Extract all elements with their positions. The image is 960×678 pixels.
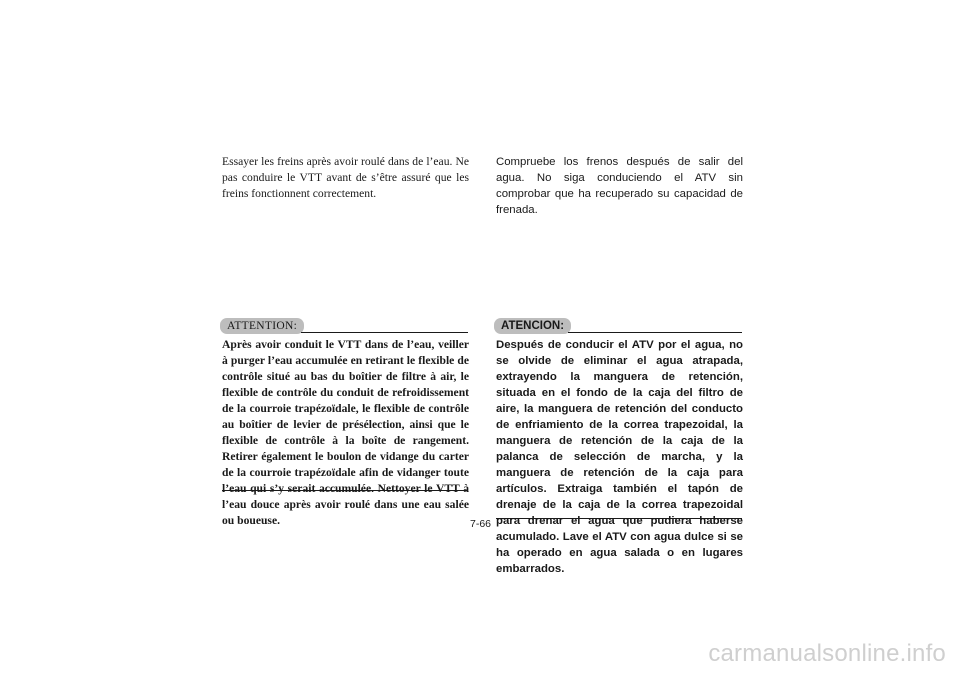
spanish-attention-label: ATENCION: — [494, 318, 571, 334]
spanish-intro-paragraph: Compruebe los frenos después de salir del agua. No siga conduciendo el ATV sin comprobar que ha recuperado su capacidad de frenada. — [496, 156, 743, 216]
spanish-attention-top-rule — [568, 332, 742, 333]
french-attention-bottom-rule — [222, 490, 468, 491]
page-number: 7-66 — [470, 518, 492, 530]
french-attention-text: Après avoir conduit le VTT dans de l’eau, veiller à purger l’eau accumulée en retirant le flexible de contrôle situé au bas du boîtier de filtre à air, le flexible de contrôle du conduit de refroidissement de la courroie trapézoïdale, le flexible de contrôle au boîtier de levier de présélection, ainsi que le flexible de contrôle à la boîte de rangement. Retirer également le boulon de vidange du carter de la courroie trapézoïdale afin de vidanger toute l’eau qui s’y serait accumulée. Nettoyer le VTT à l’eau douce après avoir roulé dans une eau salée ou boueuse. — [222, 338, 469, 527]
french-attention-top-rule — [301, 332, 468, 333]
watermark: carmanualsonline.info — [708, 640, 946, 667]
french-intro-paragraph: Essayer les freins après avoir roulé dans de l’eau. Ne pas conduire le VTT avant de s’être assuré que les freins fonctionnent correctement. — [222, 155, 469, 200]
spanish-attention-text: Después de conducir el ATV por el agua, no se olvide de eliminar el agua atrapada, extrayendo la manguera de retención, situada en el fondo de la caja del filtro de aire, la manguera de retención del conducto de enfriamiento de la correa trapezoidal, la manguera de retención de la caja de la palanca de selección de marcha, y la manguera de retención de la caja para artículos. Extraiga también el tapón de drenaje de la caja de la correa trapezoidal para drenar el agua que pudiera haberse acumulado. Lave el ATV con agua dulce si se ha operado en agua salada o en lugares embarrados. — [496, 339, 743, 575]
french-attention-label: ATTENTION: — [220, 318, 304, 334]
spanish-attention-bottom-rule — [496, 518, 742, 519]
